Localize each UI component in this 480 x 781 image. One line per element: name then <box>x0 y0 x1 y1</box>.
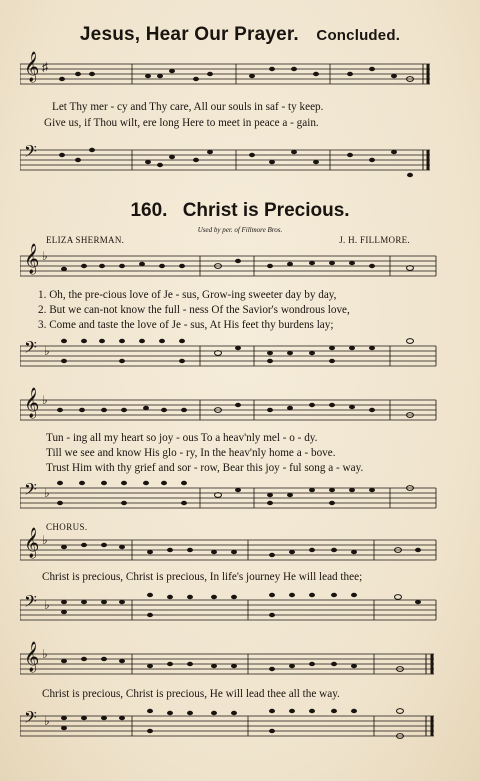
bass-clef-icon: 𝄢 <box>24 339 37 361</box>
treble-clef-icon: 𝄞 <box>24 52 40 81</box>
chorus-label: CHORUS. <box>46 522 88 532</box>
composer-name: J. H. FILLMORE. <box>339 235 410 245</box>
flat-icon: ♭ <box>42 533 48 547</box>
flat-icon: ♭ <box>44 598 50 612</box>
treble-staff <box>20 388 438 417</box>
lyric-line: Christ is precious, Christ is precious, In life's journey He will lead thee; <box>42 571 363 583</box>
treble-staff <box>20 528 438 557</box>
flat-icon: ♭ <box>42 249 48 263</box>
treble-staff <box>20 642 438 671</box>
flat-icon: ♭ <box>44 486 50 500</box>
lyric-line: Till we see and know His glo - ry, In the heav'nly home a - bove. <box>46 447 336 459</box>
bass-staff <box>20 140 438 165</box>
treble-staff <box>20 244 438 273</box>
permission-note: Used by per. of Fillmore Bros. <box>197 226 283 234</box>
bass-clef-icon: 𝄢 <box>24 593 37 615</box>
hymn-title: Christ is Precious. <box>182 200 350 221</box>
bass-staff <box>20 478 438 503</box>
bass-staff <box>20 706 438 731</box>
lyricist-name: ELIZA SHERMAN. <box>46 235 125 245</box>
treble-staff <box>20 52 438 81</box>
bass-clef-icon: 𝄢 <box>24 709 37 731</box>
treble-clef-icon: 𝄞 <box>24 244 40 273</box>
flat-icon: ♭ <box>42 393 48 407</box>
treble-clef-icon: 𝄞 <box>24 388 40 417</box>
flat-icon: ♭ <box>44 714 50 728</box>
treble-clef-icon: 𝄞 <box>24 528 40 557</box>
flat-icon: ♭ <box>44 344 50 358</box>
bass-staff <box>20 336 438 361</box>
bass-clef-icon: 𝄢 <box>24 481 37 503</box>
hymn-number: 160. <box>130 200 168 221</box>
bass-clef-icon: 𝄢 <box>24 143 37 165</box>
lyric-line: 2. But we can-not know the full - ness Of the Savior's wondrous love, <box>38 304 350 316</box>
hymn-heading <box>0 200 480 222</box>
concluded-label: Concluded. <box>316 27 401 44</box>
lyric-line: Tun - ing all my heart so joy - ous To a heav'nly mel - o - dy. <box>46 432 318 444</box>
lyric-line: 1. Oh, the pre-cious love of Je - sus, Grow-ing sweeter day by day, <box>38 289 337 301</box>
flat-icon: ♭ <box>42 647 48 661</box>
treble-clef-icon: 𝄞 <box>24 642 40 671</box>
lyric-line: Trust Him with thy grief and sor - row, Bear this joy - ful song a - way. <box>46 462 364 474</box>
bass-staff <box>20 590 438 615</box>
lyric-line: Christ is precious, Christ is precious, He will lead thee all the way. <box>42 688 340 700</box>
previous-hymn-name: Jesus, Hear Our Prayer. <box>79 24 299 45</box>
previous-hymn-title <box>0 24 480 46</box>
lyric-line: Give us, if Thou wilt, ere long Here to meet in peace a - gain. <box>44 117 319 129</box>
sharp-icon: ♯ <box>42 60 48 74</box>
lyric-line: Let Thy mer - cy and Thy care, All our souls in saf - ty keep. <box>52 101 324 113</box>
lyric-line: 3. Come and taste the love of Je - sus, At His feet thy burdens lay; <box>38 319 334 331</box>
